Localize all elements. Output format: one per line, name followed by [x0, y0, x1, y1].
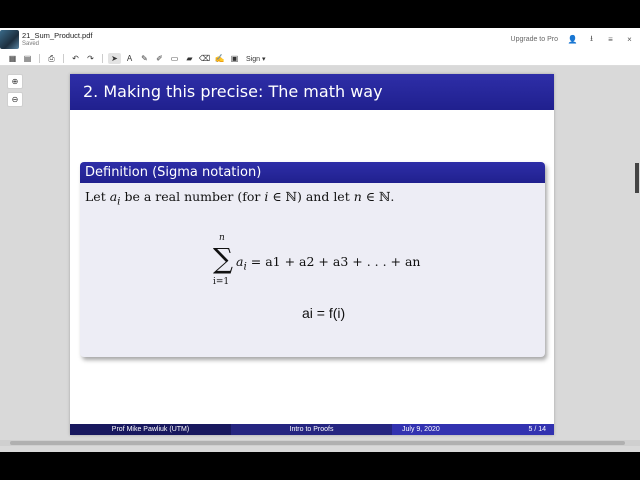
sign-label: Sign [246, 55, 261, 63]
vertical-scrollbar[interactable] [634, 128, 640, 188]
print-icon[interactable]: ⎙ [48, 53, 55, 63]
edit-icon[interactable]: ✍ [214, 54, 225, 63]
user-avatar[interactable] [0, 30, 19, 49]
footer-course: Intro to Proofs [231, 424, 392, 435]
select-cursor-icon[interactable]: ➤ [108, 53, 121, 64]
close-icon[interactable]: × [627, 35, 632, 44]
sum-rhs: = a1 + a2 + a3 + . . . + an [246, 254, 421, 269]
comment-icon[interactable]: ▰ [186, 54, 193, 63]
zoom-in-icon[interactable]: ⊕ [7, 74, 23, 89]
save-status: Saved [22, 41, 40, 47]
redo-icon[interactable]: ↷ [87, 54, 94, 63]
text-segment: ∈ ℕ) and let [268, 189, 354, 204]
sum-lower-limit: i=1 [213, 277, 230, 287]
subscript-i: i [117, 195, 121, 208]
toolbar-divider [102, 54, 103, 63]
download-icon[interactable]: ⭳ [590, 33, 593, 43]
sum-upper-limit: n [219, 233, 225, 243]
scrollbar-thumb[interactable] [10, 441, 625, 445]
text-tool-icon[interactable]: A [126, 54, 133, 63]
toolbar-divider [63, 54, 64, 63]
var-a: a [109, 189, 118, 204]
slide-title: 2. Making this precise: The math way [70, 74, 554, 110]
text-segment: Let [85, 189, 110, 204]
sigma-symbol: ∑ [213, 242, 233, 275]
definition-text [85, 189, 394, 208]
image-icon[interactable]: ▣ [230, 54, 239, 63]
footer-author: Prof Mike Pawliuk (UTM) [70, 424, 231, 435]
scrollbar-thumb[interactable] [635, 163, 639, 193]
footer-page-number: 5 / 14 [528, 426, 546, 433]
pdf-viewer-window [0, 28, 640, 452]
share-user-icon[interactable]: 👤 [567, 35, 578, 44]
shapes-icon[interactable]: ▭ [170, 54, 179, 63]
pen-tool-icon[interactable]: ✎ [141, 54, 148, 63]
pdf-page [70, 74, 554, 435]
footer-date: July 9, 2020 [402, 426, 440, 433]
grid-view-icon[interactable]: ▦ [8, 54, 17, 63]
handwritten-annotation: ai = f(i) [302, 305, 346, 321]
definition-body [80, 183, 545, 357]
titlebar-actions [511, 35, 634, 44]
text-segment: ∈ ℕ. [361, 189, 395, 204]
toolbar-divider [39, 54, 40, 63]
slide-footer [70, 424, 554, 435]
text-segment: be a real number (for [120, 189, 265, 204]
footer-meta [392, 424, 554, 435]
toolbar [0, 52, 640, 66]
thumbnails-icon[interactable]: ▤ [23, 54, 32, 63]
summand-a: a [236, 254, 244, 269]
definition-box [80, 162, 545, 357]
sigma-formula [210, 233, 450, 293]
highlighter-icon[interactable]: ✐ [156, 54, 163, 63]
eraser-icon[interactable]: ⌫ [198, 54, 211, 63]
file-name: 21_Sum_Product.pdf [22, 31, 93, 40]
summand-subscript: i [243, 260, 247, 273]
sign-button[interactable]: Sign ▾ [246, 55, 266, 63]
undo-icon[interactable]: ↶ [72, 54, 79, 63]
title-bar [0, 28, 640, 53]
sum-expression [236, 254, 421, 273]
var-i: i [264, 189, 269, 204]
horizontal-scrollbar[interactable] [0, 440, 640, 446]
zoom-controls [7, 74, 23, 107]
definition-heading: Definition (Sigma notation) [80, 162, 545, 183]
zoom-out-icon[interactable]: ⊖ [7, 92, 23, 107]
upgrade-link[interactable]: Upgrade to Pro [510, 36, 558, 43]
menu-icon[interactable]: ≡ [608, 35, 613, 44]
var-n: n [353, 189, 362, 204]
